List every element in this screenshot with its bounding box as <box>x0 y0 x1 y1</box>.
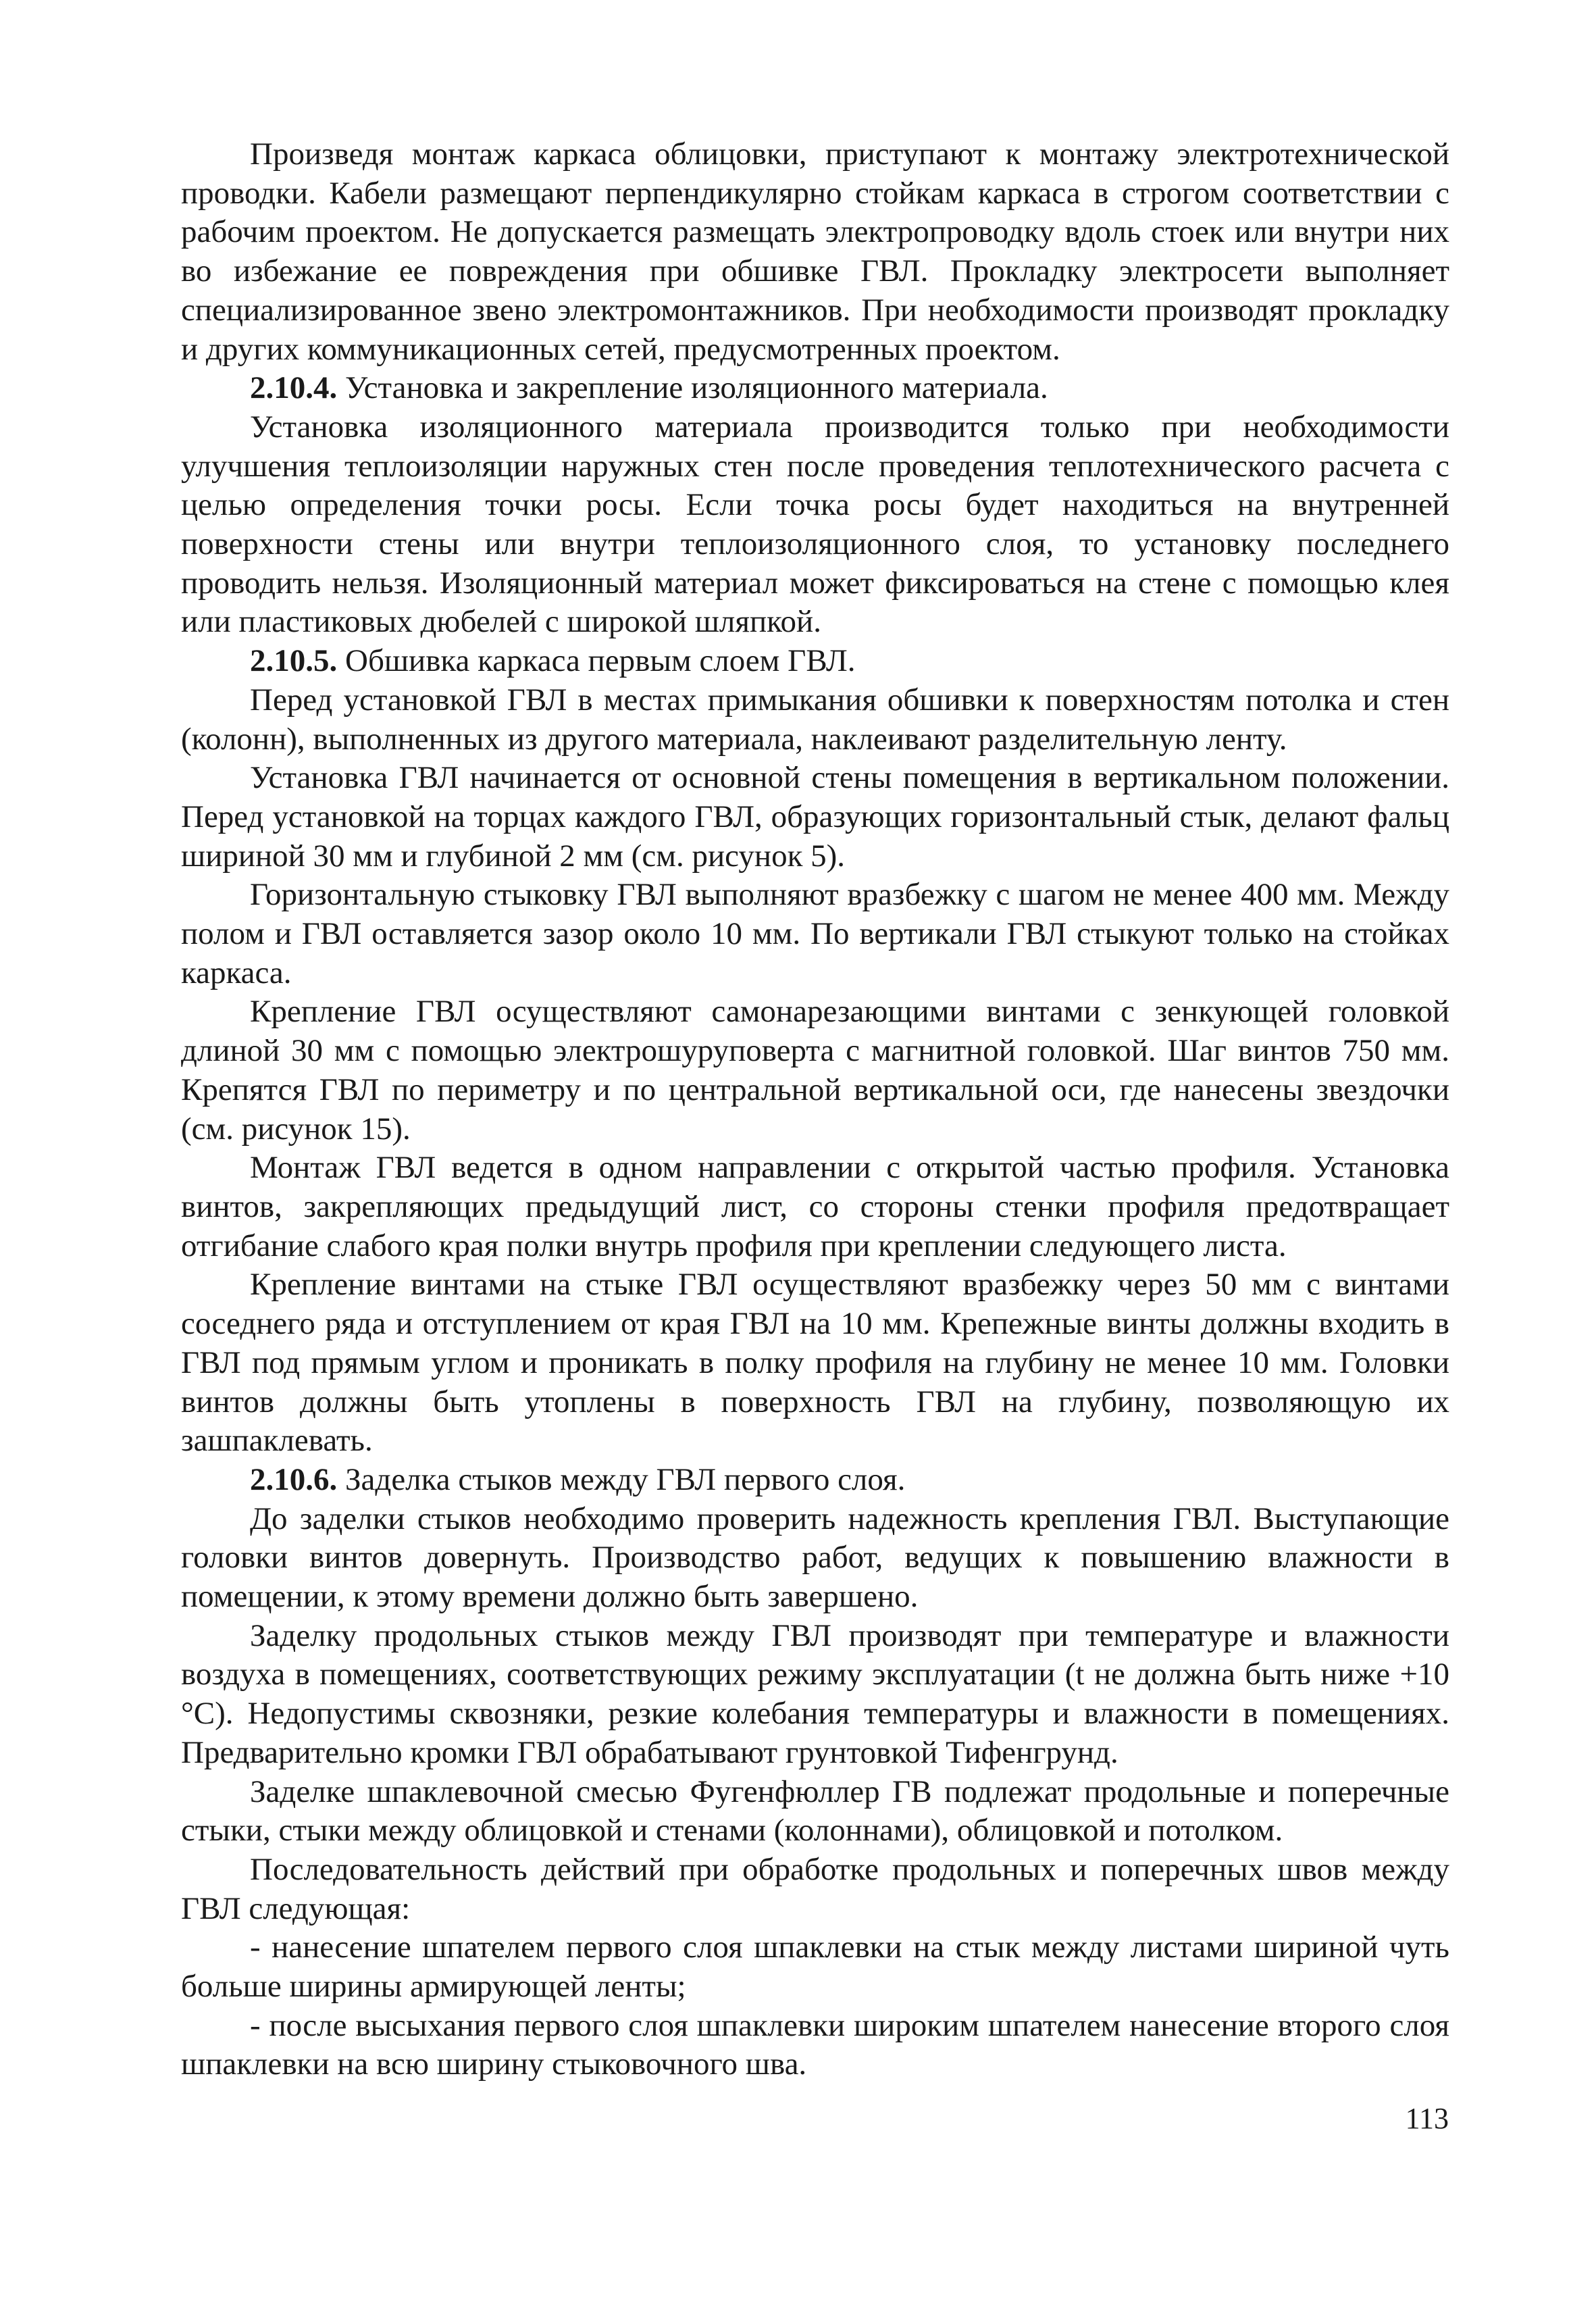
section-title: Установка и закрепление изоляционного материала. <box>337 370 1048 406</box>
list-item-2: - после высыхания первого слоя шпаклевки широким шпателем нанесение второго слоя шпаклевки на всю ширину стыковочного шва. <box>181 2007 1449 2082</box>
section-heading-2-10-5 <box>181 642 1449 681</box>
list-item-1: - нанесение шпателем первого слоя шпаклевки на стык между листами шириной чуть больше ширины армирующей ленты; <box>181 1930 1449 2005</box>
section-heading-2-10-6 <box>181 1461 1449 1500</box>
paragraph-7: Горизонтальную стыковку ГВЛ выполняют вразбежку с шагом не менее 400 мм. Между полом и ГВЛ оставляется зазор около 10 мм. По вертикали ГВЛ стыкуют только на стойках каркаса. <box>181 877 1449 990</box>
paragraph-8: Крепление ГВЛ осуществляют самонарезающими винтами с зенкующей головкой длиной 30 мм с помощью электрошуруповерта с магнитной головкой. Шаг винтов 750 мм. Крепятся ГВЛ по периметру и по центральной вертикальной оси, где нанесены звездочки (см. рисунок 15). <box>181 994 1449 1147</box>
paragraph-6: Установка ГВЛ начинается от основной стены помещения в вертикальном положении. Перед установкой на торцах каждого ГВЛ, образующих горизонтальный стык, делают фальц шириной 30 мм и глубиной 2 мм (см. рисунок 5). <box>181 760 1449 874</box>
paragraph-3: Установка изоляционного материала производится только при необходимости улучшения теплоизоляции наружных стен после проведения теплотехнического расчета с целью определения точки росы. Если точка росы будет находиться на внутренней поверхности стены или внутри теплоизоляционного слоя, то установку последнего проводить нельзя. Изоляционный материал может фиксироваться на стене с помощью клея или пластиковых дюбелей с широкой шляпкой. <box>181 409 1449 640</box>
section-heading-2-10-4 <box>181 369 1449 408</box>
paragraph-15: Последовательность действий при обработке продольных и поперечных швов между ГВЛ следующая: <box>181 1851 1449 1926</box>
paragraph-9: Монтаж ГВЛ ведется в одном направлении с открытой частью профиля. Установка винтов, закрепляющих предыдущий лист, со стороны стенки профиля предотвращает отгибание слабого края полки внутрь профиля при креплении следующего листа. <box>181 1150 1449 1263</box>
section-number: 2.10.6. <box>250 1461 338 1497</box>
section-number: 2.10.4. <box>250 370 338 406</box>
paragraph-1: Произведя монтаж каркаса облицовки, приступают к монтажу электротехнической проводки. Кабели размещают перпендикулярно стойкам каркаса в строгом соответствии с рабочим проектом. Не допускается размещать электропроводку вдоль стоек или внутри них во избежание ее повреждения при обшивке ГВЛ. Прокладку электросети выполняет специализированное звено электромонтажников. При необходимости производят прокладку и других коммуникационных сетей, предусмотренных проектом. <box>181 136 1449 367</box>
paragraph-13: Заделку продольных стыков между ГВЛ производят при температуре и влажности воздуха в помещениях, соответствующих режиму эксплуатации (t не должна быть ниже +10 °С). Недопустимы сквозняки, резкие колебания температуры и влажности в помещениях. Предварительно кромки ГВЛ обрабатывают грунтовкой Тифенгрунд. <box>181 1617 1449 1770</box>
paragraph-5: Перед установкой ГВЛ в местах примыкания обшивки к поверхностям потолка и стен (колонн), выполненных из другого материала, наклеивают разделительную ленту. <box>181 682 1449 757</box>
page-number: 113 <box>1405 2102 1449 2135</box>
paragraph-10: Крепление винтами на стыке ГВЛ осуществляют вразбежку через 50 мм с винтами соседнего ряда и отступлением от края ГВЛ на 10 мм. Крепежные винты должны входить в ГВЛ под прямым углом и проникать в полку профиля на глубину не менее 10 мм. Головки винтов должны быть утоплены в поверхность ГВЛ на глубину, позволяющую их зашпаклевать. <box>181 1267 1449 1459</box>
section-number: 2.10.5. <box>250 643 338 679</box>
section-title: Заделка стыков между ГВЛ первого слоя. <box>337 1461 906 1497</box>
document-body <box>181 135 1449 2084</box>
paragraph-14: Заделке шпаклевочной смесью Фугенфюллер ГВ подлежат продольные и поперечные стыки, стыки между облицовкой и стенами (колоннами), облицовкой и потолком. <box>181 1774 1449 1848</box>
section-title: Обшивка каркаса первым слоем ГВЛ. <box>337 643 856 679</box>
paragraph-12: До заделки стыков необходимо проверить надежность крепления ГВЛ. Выступающие головки винтов довернуть. Производство работ, ведущих к повышению влажности в помещении, к этому времени должно быть завершено. <box>181 1501 1449 1615</box>
